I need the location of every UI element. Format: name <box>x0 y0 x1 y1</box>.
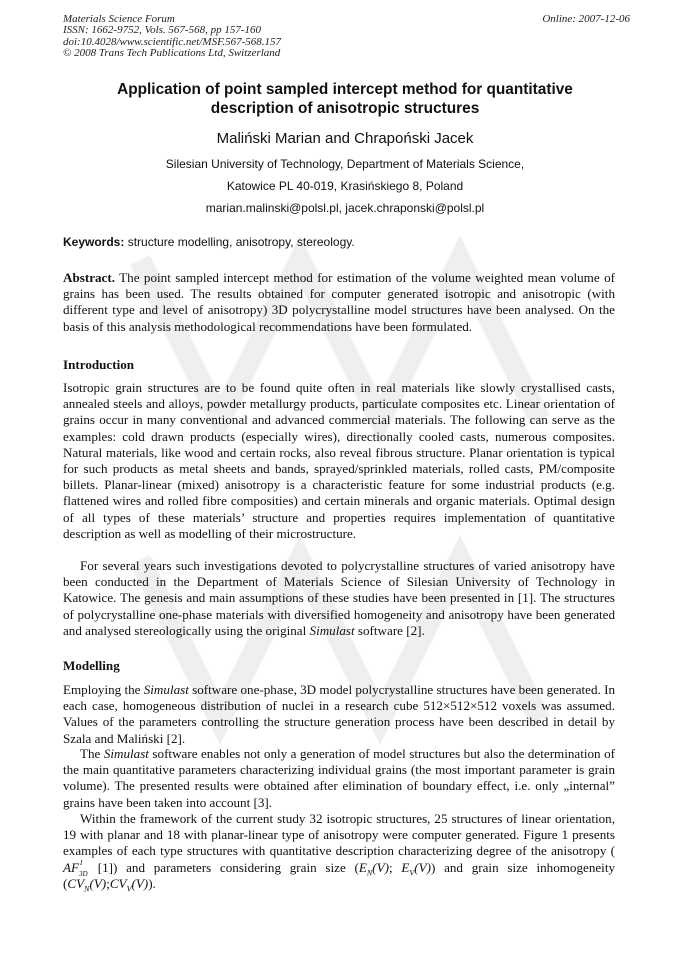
abstract-text: The point sampled intercept method for estimation of the volume weighted mean volume of grains has been used. The results obtained for computer generated isotropic and anisotropic (with different type and level of anisotropy) 3D polycrystalline model structures have been analysed. On the basis of this analysis methodological recommendations have been formulated. <box>63 270 615 334</box>
author-emails: marian.malinski@polsl.pl, jacek.chraponski@polsl.pl <box>205 201 485 215</box>
doi-line: doi:10.4028/www.scientific.net/MSF.567-568.157 <box>63 35 282 48</box>
title-line-2: description of anisotropic structures <box>210 99 480 117</box>
abstract <box>63 270 615 335</box>
software-name: Simulast <box>103 746 149 761</box>
modelling-heading: Modelling <box>63 658 120 673</box>
authors: Maliński Marian and Chrapoński Jacek <box>216 130 474 147</box>
journal-name: Materials Science Forum <box>63 13 175 25</box>
anisotropy-factor-symbol: AF <box>63 859 79 875</box>
title-line-1: Application of point sampled intercept method for quantitative <box>117 81 573 98</box>
online-date: Online: 2007-12-06 <box>542 13 630 25</box>
paper-title <box>60 81 630 118</box>
keywords-text: structure modelling, anisotropy, stereology. <box>124 235 355 249</box>
keywords <box>63 235 355 249</box>
introduction-heading: Introduction <box>63 357 135 372</box>
modelling-paragraph-2: The Simulast software enables not only a generation of model structures but also the determination of the main quantitative parameters characterizing individual grains (the most important parameter is grain volume). The presented results were obtained after elimination of boundary effect, i.e. only „internal” grains have been taken into account [3]. <box>63 746 615 810</box>
affiliation-line-2: Katowice PL 40-019, Krasińskiego 8, Poland <box>226 179 464 193</box>
keywords-label: Keywords: <box>63 235 125 249</box>
copyright-line: © 2008 Trans Tech Publications Ltd, Switzerland <box>63 47 281 60</box>
abstract-label: Abstract. <box>63 270 115 285</box>
modelling-paragraph-1: Employing the Simulast software one-phase, 3D model polycrystalline structures have been generated. In each case, homogeneous distribution of nuclei in a research cube 512×512×512 voxels was assumed. Values of the parameters controlling the structure generation process have been described in detail by Szala and Maliński [2]. <box>63 682 615 746</box>
introduction-paragraph-1: Isotropic grain structures are to be found quite often in real materials like slowly crystallised casts, annealed steels and alloys, powder metallurgy products, particulate composites etc. Linear orientation of grains occur in many conventional and advanced commercial materials. The following can serve as the examples: cold drawn products (especially wires), directionally cooled casts, numerous composites. Natural materials, like wood and certain rocks, also reveal fibrous structure. Planar orientation is typical for such products as metal sheets and bands, sprayed/sprinkled materials, rolled casts, PM/composite billets. Planar-linear (mixed) anisotropy is a characteristic feature for some industrial products (e.g. flattened wires and rolled fibre composities) and certain minerals and organic materials. Optimal design of all types of these materials’ structure and properties requires implementation of quantitative description as well as modelling of their microstructure. <box>63 380 615 541</box>
modelling-paragraph-3: Within the framework of the current study 32 isotropic structures, 25 structures of linear orientation, 19 with planar and 18 with planar-linear type of anisotropy were computer generated. Figure 1 presents examples of each type structures with quantitative description characterizing degree of the anisotropy ( AF I 3D [1]) and parameters considering grain size ($E_N(V)$; $E_V(V)$) and grain size inhomogeneity $(CV_N(V);CV_V(V))$. <box>63 811 616 894</box>
anisotropy-factor-indices: I 3D <box>79 858 88 878</box>
journal-header <box>63 14 281 60</box>
software-name: Simulast <box>309 622 355 638</box>
affiliation-line-1: Silesian University of Technology, Department of Materials Science, <box>165 157 525 171</box>
software-name: Simulast <box>143 682 189 697</box>
introduction-paragraph-2: For several years such investigations devoted to polycrystalline structures of varied anisotropy have been conducted in the Department of Materials Science of Silesian University of Technology in Katowice. The genesis and main assumptions of these studies have been presented in [1]. The structures of polycrystalline one-phase materials with diversified homogeneity and anisotropy have been generated and analysed stereologically using the original Simulast software [2]. <box>63 558 615 638</box>
issn-line: ISSN: 1662-9752, Vols. 567-568, pp 157-160 <box>63 24 261 37</box>
